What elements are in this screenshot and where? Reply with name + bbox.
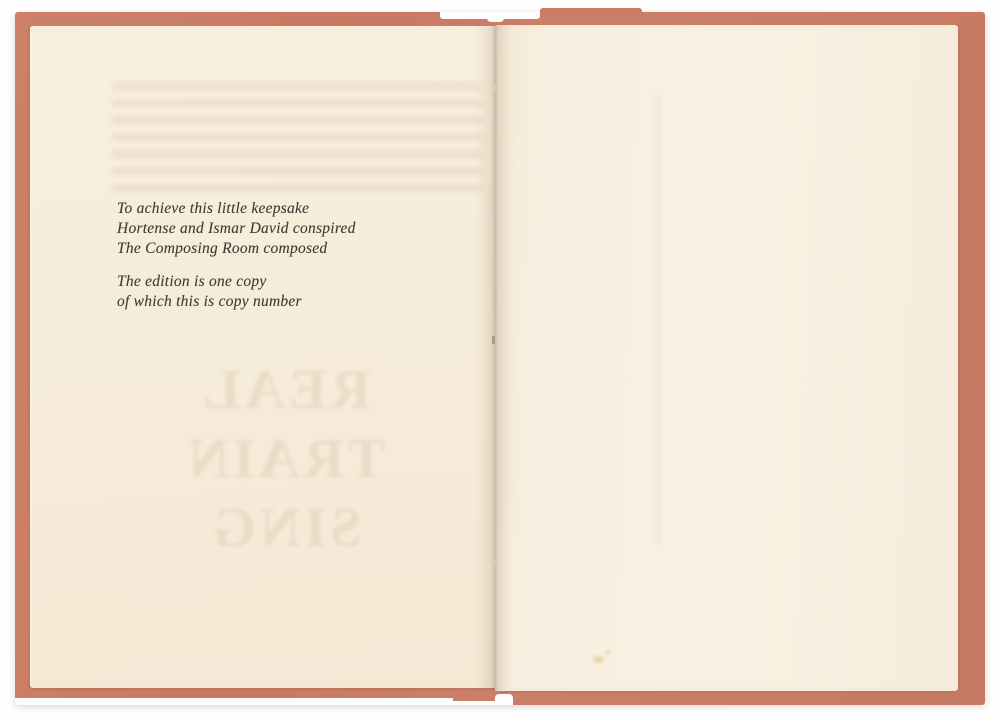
binding-stitch <box>494 560 497 566</box>
edition-line: of which this is copy number <box>117 293 302 310</box>
cover-edge-nick-top <box>487 12 504 22</box>
binding-stitch <box>492 336 495 344</box>
cover-edge-notch-bottom-left <box>15 698 453 705</box>
cover-edge-notch-bottom-mid <box>453 701 497 705</box>
cover-edge-nick-bottom <box>495 694 513 705</box>
edition-line: The edition is one copy <box>117 273 267 290</box>
edition-block <box>117 272 356 312</box>
colophon-text <box>117 199 356 312</box>
colophon-line: Hortense and Ismar David conspired <box>117 220 356 237</box>
credits-block <box>117 199 356 259</box>
page-stain <box>591 654 606 665</box>
binding-stitch <box>493 84 496 91</box>
left-page <box>30 26 495 688</box>
right-page <box>495 25 958 691</box>
colophon-line: To achieve this little keepsake <box>117 200 310 217</box>
page-stain <box>604 649 612 656</box>
cover-edge-bump-top <box>540 8 642 14</box>
colophon-line: The Composing Room composed <box>117 240 328 257</box>
